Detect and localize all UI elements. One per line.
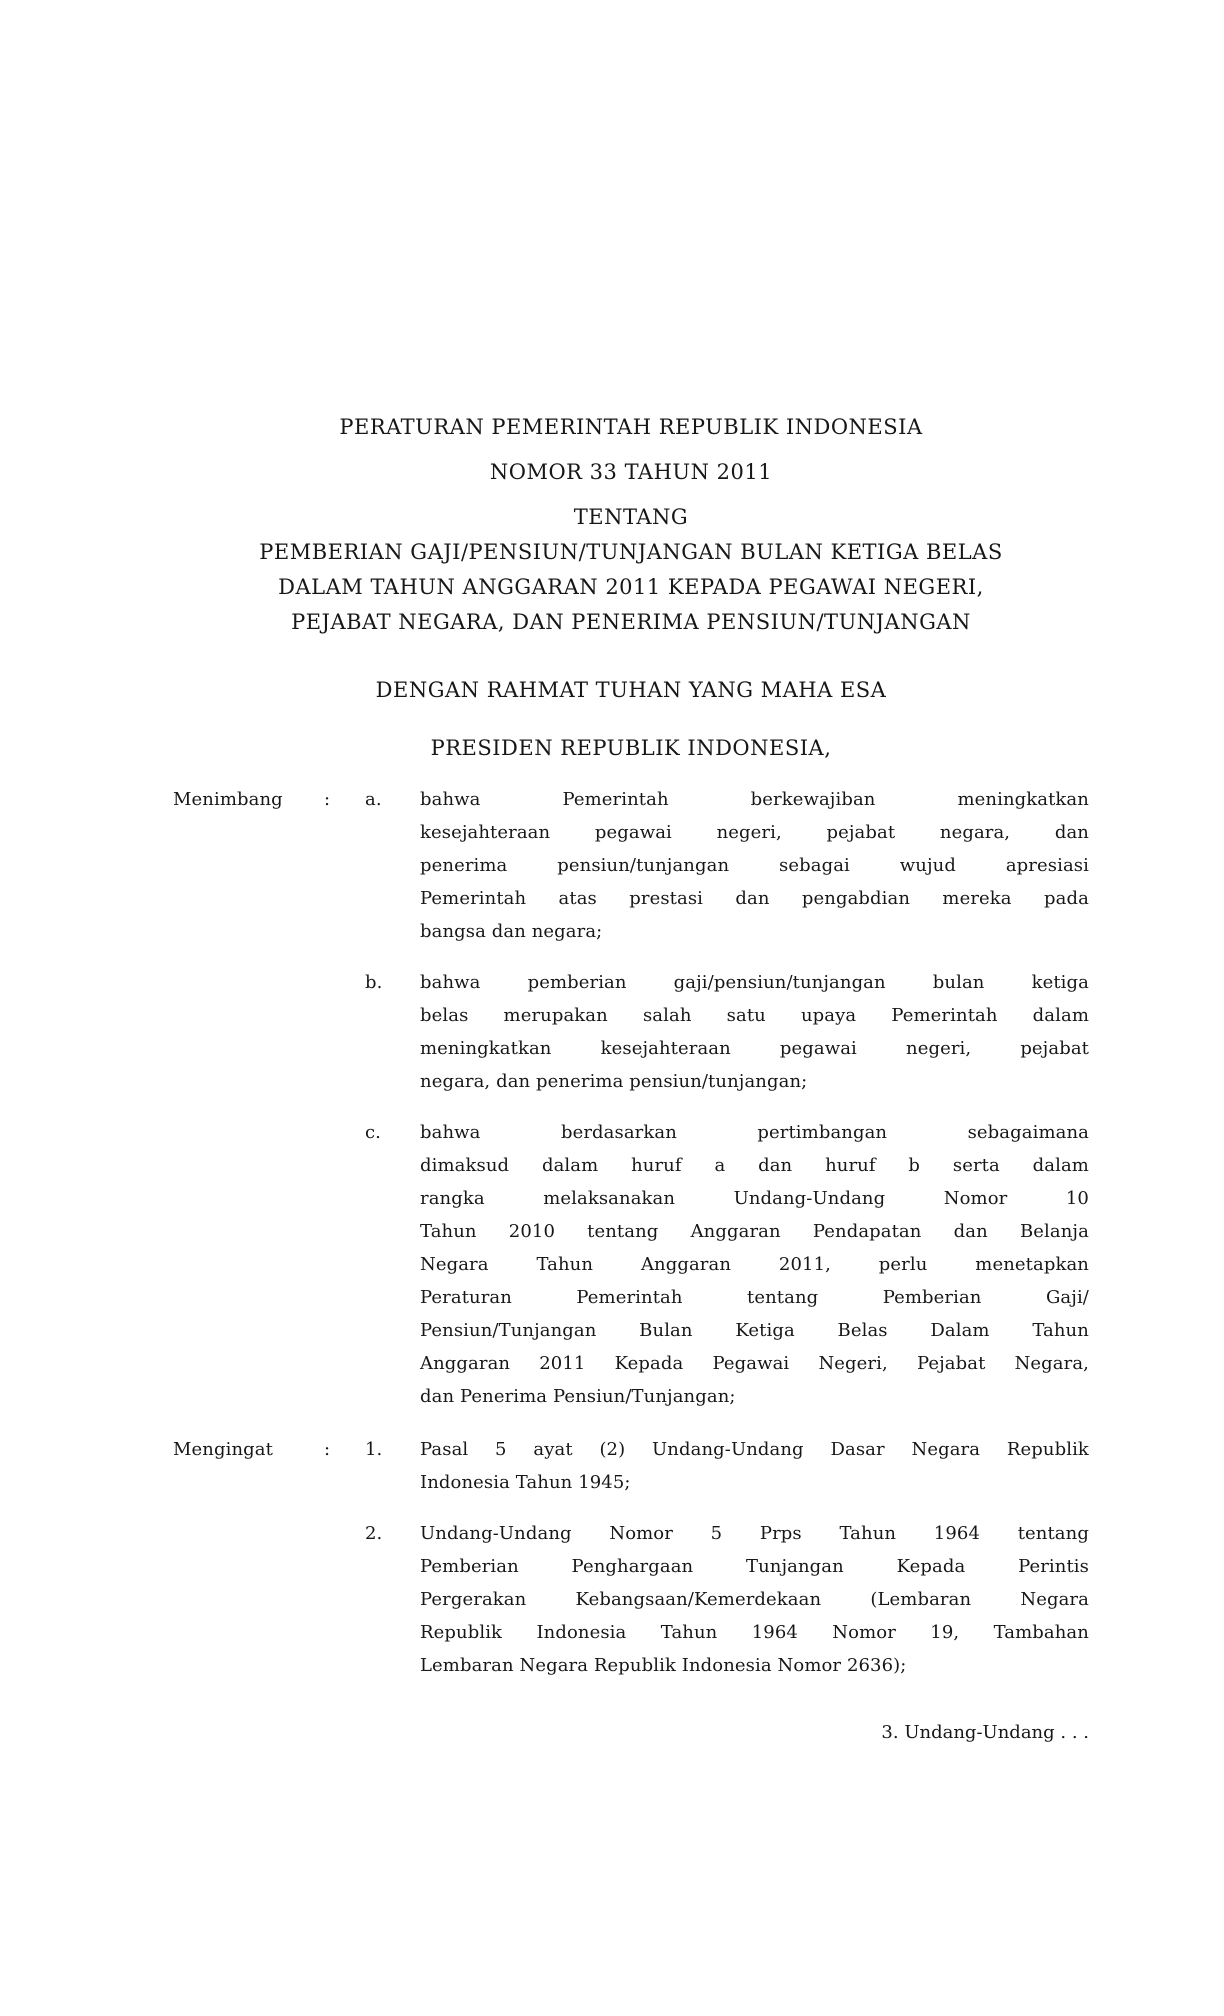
list-item-text bbox=[420, 783, 1089, 948]
list-item-c bbox=[365, 1116, 1089, 1413]
text-line: negara, dan penerima pensiun/tunjangan; bbox=[420, 1071, 808, 1092]
section-colon: : bbox=[324, 789, 331, 810]
section-items bbox=[365, 1433, 1089, 1682]
text-line: Undang-Undang Nomor 5 Prps Tahun 1964 tentang bbox=[420, 1523, 1089, 1544]
document-header bbox=[173, 411, 1089, 764]
doc-tentang-label: TENTANG bbox=[573, 505, 689, 529]
list-item-a bbox=[365, 783, 1089, 948]
doc-subject-line-2: DALAM TAHUN ANGGARAN 2011 KEPADA PEGAWAI NEGERI, bbox=[278, 575, 984, 599]
doc-authority: PRESIDEN REPUBLIK INDONESIA, bbox=[430, 736, 832, 760]
section-menimbang bbox=[173, 783, 1089, 1413]
text-line: dan Penerima Pensiun/Tunjangan; bbox=[420, 1386, 736, 1407]
text-line: Lembaran Negara Republik Indonesia Nomor 2636); bbox=[420, 1655, 907, 1676]
text-line: Pasal 5 ayat (2) Undang-Undang Dasar Negara Republik bbox=[420, 1439, 1089, 1460]
text-line: bahwa pemberian gaji/pensiun/tunjangan bulan ketiga bbox=[420, 972, 1089, 993]
text-line: rangka melaksanakan Undang-Undang Nomor 10 bbox=[420, 1188, 1089, 1209]
text-line: Peraturan Pemerintah tentang Pemberian Gaji/ bbox=[420, 1287, 1089, 1308]
text-line: meningkatkan kesejahteraan pegawai negeri, pejabat bbox=[420, 1038, 1089, 1059]
text-line: bangsa dan negara; bbox=[420, 921, 603, 942]
text-line: Anggaran 2011 Kepada Pegawai Negeri, Pejabat Negara, bbox=[420, 1353, 1089, 1374]
text-line: penerima pensiun/tunjangan sebagai wujud apresiasi bbox=[420, 855, 1089, 876]
list-item-2 bbox=[365, 1517, 1089, 1682]
text-line: Pemerintah atas prestasi dan pengabdian mereka pada bbox=[420, 888, 1089, 909]
section-items bbox=[365, 783, 1089, 1413]
list-item-text bbox=[420, 1517, 1089, 1682]
text-line: Pemberian Penghargaan Tunjangan Kepada Perintis bbox=[420, 1556, 1089, 1577]
section-label: Menimbang bbox=[173, 789, 283, 810]
section-label: Mengingat bbox=[173, 1439, 273, 1460]
text-line: Tahun 2010 tentang Anggaran Pendapatan dan Belanja bbox=[420, 1221, 1089, 1242]
text-line: Republik Indonesia Tahun 1964 Nomor 19, Tambahan bbox=[420, 1622, 1089, 1643]
document-body bbox=[173, 783, 1089, 1682]
page-catchword: 3. Undang-Undang . . . bbox=[881, 1722, 1089, 1743]
text-line: bahwa Pemerintah berkewajiban meningkatkan bbox=[420, 789, 1089, 810]
list-item-text bbox=[420, 966, 1089, 1098]
text-line: Negara Tahun Anggaran 2011, perlu menetapkan bbox=[420, 1254, 1089, 1275]
doc-number-title: NOMOR 33 TAHUN 2011 bbox=[489, 460, 773, 484]
doc-subject-line-1: PEMBERIAN GAJI/PENSIUN/TUNJANGAN BULAN KETIGA BELAS bbox=[259, 540, 1003, 564]
text-line: belas merupakan salah satu upaya Pemerintah dalam bbox=[420, 1005, 1089, 1026]
text-line: Indonesia Tahun 1945; bbox=[420, 1472, 631, 1493]
text-line: kesejahteraan pegawai negeri, pejabat negara, dan bbox=[420, 822, 1089, 843]
list-item-text bbox=[420, 1116, 1089, 1413]
list-item-marker: 1. bbox=[365, 1439, 383, 1460]
text-line: Pensiun/Tunjangan Bulan Ketiga Belas Dalam Tahun bbox=[420, 1320, 1089, 1341]
list-item-b bbox=[365, 966, 1089, 1098]
list-item-marker: b. bbox=[365, 972, 383, 993]
list-item-marker: 2. bbox=[365, 1523, 383, 1544]
section-mengingat bbox=[173, 1433, 1089, 1682]
text-line: dimaksud dalam huruf a dan huruf b serta dalam bbox=[420, 1155, 1089, 1176]
list-item-text bbox=[420, 1433, 1089, 1499]
text-line: Pergerakan Kebangsaan/Kemerdekaan (Lembaran Negara bbox=[420, 1589, 1089, 1610]
doc-type-title: PERATURAN PEMERINTAH REPUBLIK INDONESIA bbox=[339, 415, 923, 439]
text-line: bahwa berdasarkan pertimbangan sebagaimana bbox=[420, 1122, 1089, 1143]
doc-subject-line-3: PEJABAT NEGARA, DAN PENERIMA PENSIUN/TUNJANGAN bbox=[291, 610, 971, 634]
section-colon: : bbox=[324, 1439, 331, 1460]
list-item-marker: a. bbox=[365, 789, 382, 810]
list-item-marker: c. bbox=[365, 1122, 382, 1143]
list-item-1 bbox=[365, 1433, 1089, 1499]
doc-invocation: DENGAN RAHMAT TUHAN YANG MAHA ESA bbox=[375, 678, 887, 702]
